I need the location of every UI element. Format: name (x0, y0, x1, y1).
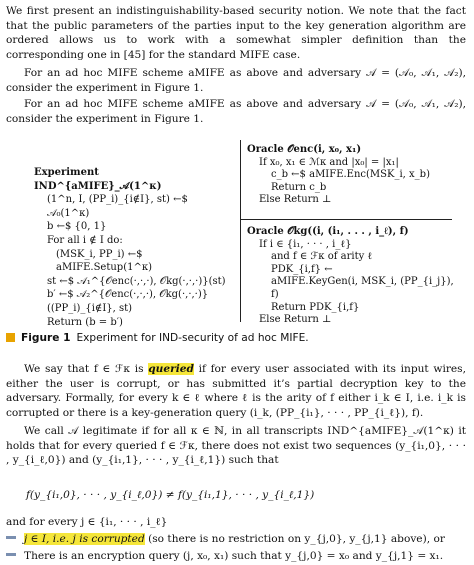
for-every-line: and for every j ∈ {i₁, · · · , i_ℓ} (6, 516, 168, 528)
queried-term: queried (148, 363, 194, 375)
oracle-kg-line: Return PDK_{i,f} (271, 301, 360, 313)
figure-caption (6, 331, 309, 346)
oracle-kg (247, 226, 464, 327)
figure-divider-vertical (240, 140, 241, 322)
bullet-dash-icon (6, 553, 16, 556)
oracle-enc-title: Oracle 𝒪enc(i, x₀, x₁) (247, 144, 362, 155)
experiment-block (34, 166, 229, 329)
oracle-enc-line: Else Return ⊥ (259, 194, 332, 206)
bullet-highlight: j ∈ I, i.e. j is corrupted (24, 533, 145, 545)
intro-paragraph: We first present an indistinguishability-based security notion. We note that the fact that the public parameters of the parties input to the key generation algorithm are ordered allows us to work with a somewhat simpler definition than the corresponding one in [45] for the standard MIFE case. (6, 5, 466, 61)
experiment-line: For all i ∉ I do: (47, 234, 123, 246)
oracle-kg-line: If i ∈ {i₁, · · · , i_ℓ} (259, 238, 352, 250)
experiment-line: b ←$ {0, 1} (47, 221, 107, 233)
caption-square-icon (6, 333, 15, 342)
adhoc-paragraph-1: For an ad hoc MIFE scheme aMIFE as above and adversary 𝒜 = (𝒜₀, 𝒜₁, 𝒜₂), consider the experiment in Figure 1. (6, 67, 466, 94)
legitimate-paragraph: We call 𝒜 legitimate if for all κ ∈ ℕ, in all transcripts IND^{aMIFE}_𝒜(1^κ) it holds that for every queried f ∈ ℱκ, there does not exist two sequences (y_{i₁,0}, · · · , y_{i_ℓ,0}) and (y_{i₁,1}, · · · , y_{i_ℓ,1}) such that (6, 425, 466, 467)
figure-divider-horizontal (240, 219, 452, 220)
bullet-text: (so there is no restriction on y_{j,0}, y_{j,1} above), or (144, 533, 445, 545)
experiment-line: st ←$ 𝒜₁^{𝒪enc(·,·,·), 𝒪kg(·,·,·)}(st) (47, 275, 226, 287)
oracle-enc-line: If x₀, x₁ ∈ ℳκ and |x₀| = |x₁| (259, 156, 399, 168)
oracle-kg-title: Oracle 𝒪kg((i, (i₁, . . . , i_ℓ), f) (247, 226, 409, 237)
queried-paragraph (6, 362, 466, 420)
bullet-item-encryption (6, 549, 443, 564)
formula: f(y_{i₁,0}, · · · , y_{i_ℓ,0}) ≠ f(y_{i₁,1}, · · · , y_{i_ℓ,1}) (26, 489, 315, 501)
figure-1 (20, 140, 464, 328)
experiment-line: Return (b = b′) (47, 316, 123, 328)
oracle-kg-line: Else Return ⊥ (259, 314, 332, 326)
queried-suffix: if for every user associated with its input wires, either the user is corrupt, or has submitted it’s partial decryption key to the adversary. Formally, for every k ∈ ℓ where ℓ is the arity of f either i_k ∈ I, i.e. i_k is corrupted or there is a key-generation query (i_k, (PP_{i₁}, · · · , PP_{i_ℓ}), f). (6, 363, 466, 419)
bullet-text: There is an encryption query (j, x₀, x₁) such that y_{j,0} = x₀ and y_{j,1} = x₁. (24, 550, 444, 562)
adhoc-paragraph-2: For an ad hoc MIFE scheme aMIFE as above and adversary 𝒜 = (𝒜₀, 𝒜₁, 𝒜₂), consider the experiment in Figure 1. (6, 98, 466, 125)
experiment-title: Experiment IND^{aMIFE}_𝒜(1^κ) (34, 167, 162, 192)
queried-prefix: We say that f ∈ ℱκ is (24, 363, 149, 375)
bullet-dash-icon (6, 536, 16, 539)
experiment-line: (1^n, I, (PP_i)_{i∉I}, st) ←$ 𝒜₀(1^κ) (47, 194, 188, 219)
oracle-enc (247, 144, 430, 207)
bullet-item-corrupted (6, 532, 445, 547)
oracle-kg-line: PDK_{i,f} ← (271, 263, 333, 275)
caption-text: Experiment for IND-security of ad hoc MIFE. (76, 332, 309, 344)
caption-label: Figure 1 (21, 332, 71, 344)
oracle-kg-line: and f ∈ ℱκ of arity ℓ (271, 251, 373, 263)
oracle-enc-line: c_b ←$ aMIFE.Enc(MSK_i, x_b) (271, 169, 430, 181)
experiment-line: (MSK_i, PP_i) ←$ aMIFE.Setup(1^κ) (56, 248, 152, 274)
oracle-enc-line: Return c_b (271, 181, 327, 193)
oracle-kg-line: aMIFE.KeyGen(i, MSK_i, (PP_{i_j}), f) (271, 276, 454, 300)
experiment-line: b′ ←$ 𝒜₂^{𝒪enc(·,·,·), 𝒪kg(·,·,·)}((PP_i)_{i∉I}, st) (47, 289, 209, 314)
